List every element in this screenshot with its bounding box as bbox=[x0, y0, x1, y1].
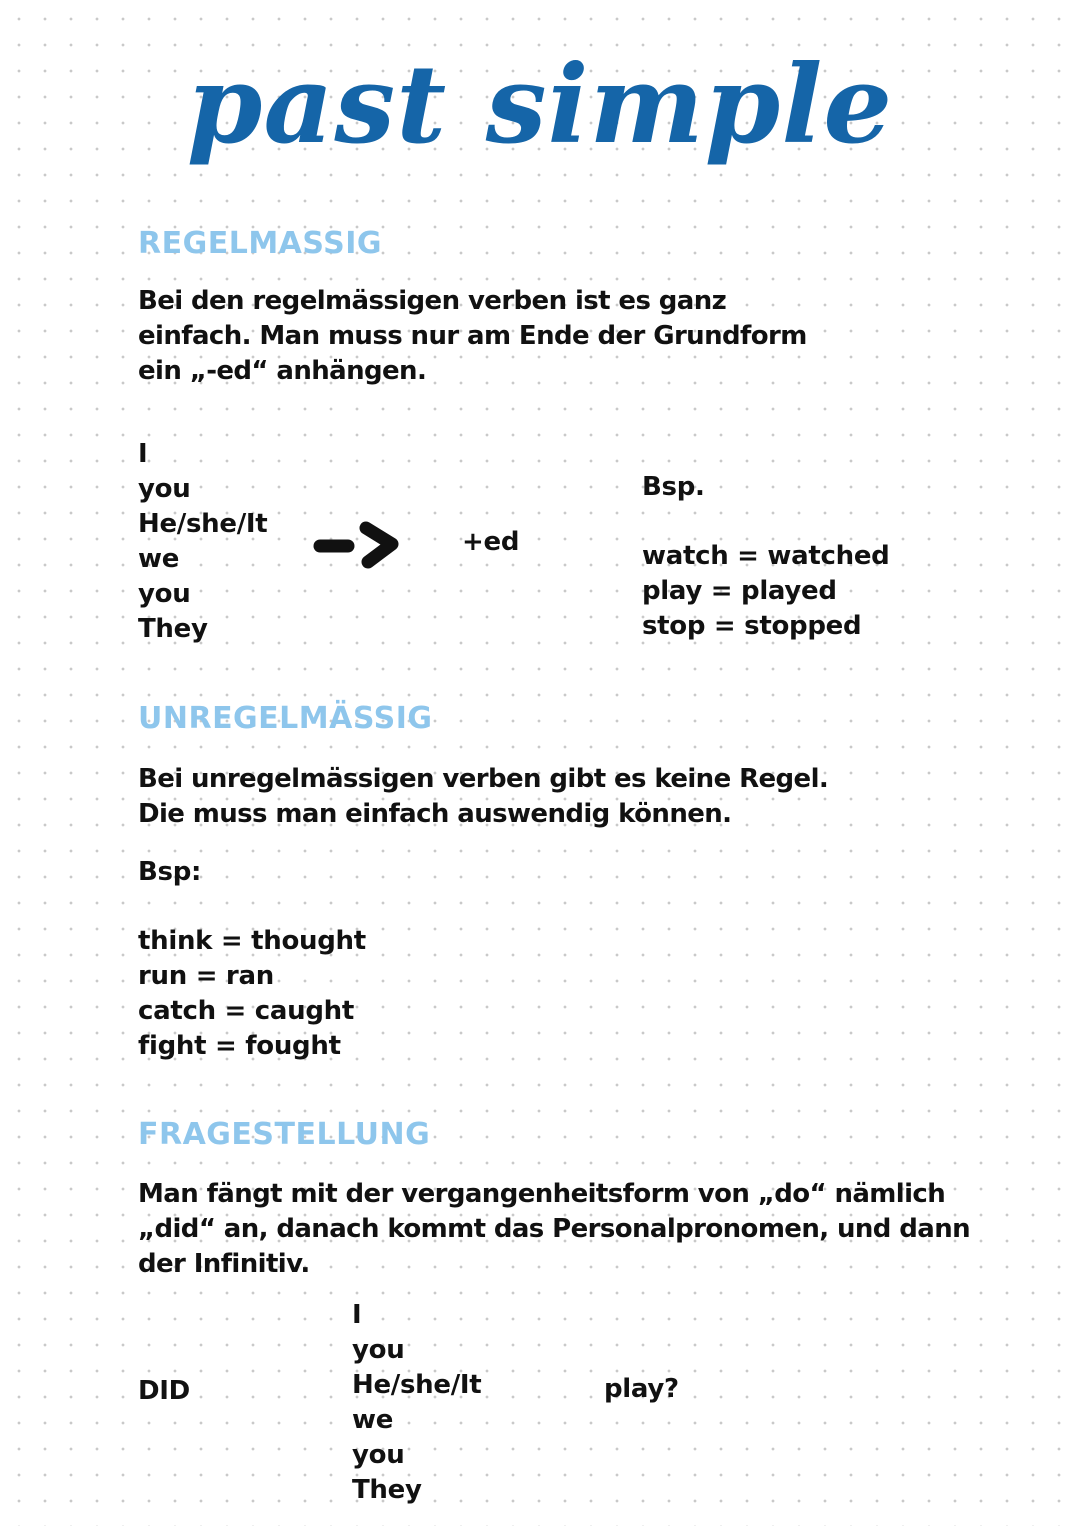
example-item: play = played bbox=[642, 576, 837, 606]
text-line: Die muss man einfach auswendig können. bbox=[138, 799, 732, 829]
arrow-right-icon bbox=[312, 516, 404, 572]
irregular-explanation bbox=[138, 762, 828, 832]
pronoun: you bbox=[138, 579, 191, 609]
question-verb: play? bbox=[604, 1374, 679, 1404]
pronoun: He/she/It bbox=[138, 509, 268, 539]
text-line: der Infinitiv. bbox=[138, 1249, 310, 1279]
example-item: think = thought bbox=[138, 926, 366, 956]
suffix-label: +ed bbox=[462, 527, 520, 557]
question-pronoun-list bbox=[352, 1298, 481, 1508]
text-line: Man fängt mit der vergangenheitsform von „do“ nämlich bbox=[138, 1179, 946, 1209]
regular-example-list bbox=[642, 539, 889, 644]
regular-explanation bbox=[138, 284, 807, 389]
pronoun: They bbox=[352, 1475, 422, 1505]
pronoun: you bbox=[352, 1335, 405, 1365]
text-line: Bei unregelmässigen verben gibt es keine Regel. bbox=[138, 764, 829, 794]
pronoun: I bbox=[352, 1300, 362, 1330]
question-explanation bbox=[138, 1177, 970, 1282]
pronoun: He/she/It bbox=[352, 1370, 482, 1400]
pronoun: you bbox=[352, 1440, 405, 1470]
example-item: watch = watched bbox=[642, 541, 890, 571]
pronoun: we bbox=[352, 1405, 394, 1435]
example-item: fight = fought bbox=[138, 1031, 341, 1061]
pronoun: They bbox=[138, 614, 208, 644]
text-line: einfach. Man muss nur am Ende der Grundform bbox=[138, 321, 807, 351]
pronoun: I bbox=[138, 439, 148, 469]
irregular-example-label: Bsp: bbox=[138, 857, 202, 887]
regular-pronoun-list bbox=[138, 437, 267, 647]
pronoun: you bbox=[138, 474, 191, 504]
heading-question: FRAGESTELLUNG bbox=[138, 1117, 431, 1152]
text-line: „did“ an, danach kommt das Personalpronomen, und dann bbox=[138, 1214, 971, 1244]
example-item: catch = caught bbox=[138, 996, 355, 1026]
heading-irregular: UNREGELMÄSSIG bbox=[138, 701, 433, 736]
irregular-example-list bbox=[138, 924, 366, 1064]
regular-example-label: Bsp. bbox=[642, 472, 705, 502]
text-line: Bei den regelmässigen verben ist es ganz bbox=[138, 286, 727, 316]
heading-regular: REGELMASSIG bbox=[138, 226, 383, 261]
page-title: past simple bbox=[186, 42, 894, 168]
pronoun: we bbox=[138, 544, 180, 574]
example-item: run = ran bbox=[138, 961, 274, 991]
question-aux: DID bbox=[138, 1376, 190, 1406]
example-item: stop = stopped bbox=[642, 611, 862, 641]
text-line: ein „-ed“ anhängen. bbox=[138, 356, 427, 386]
